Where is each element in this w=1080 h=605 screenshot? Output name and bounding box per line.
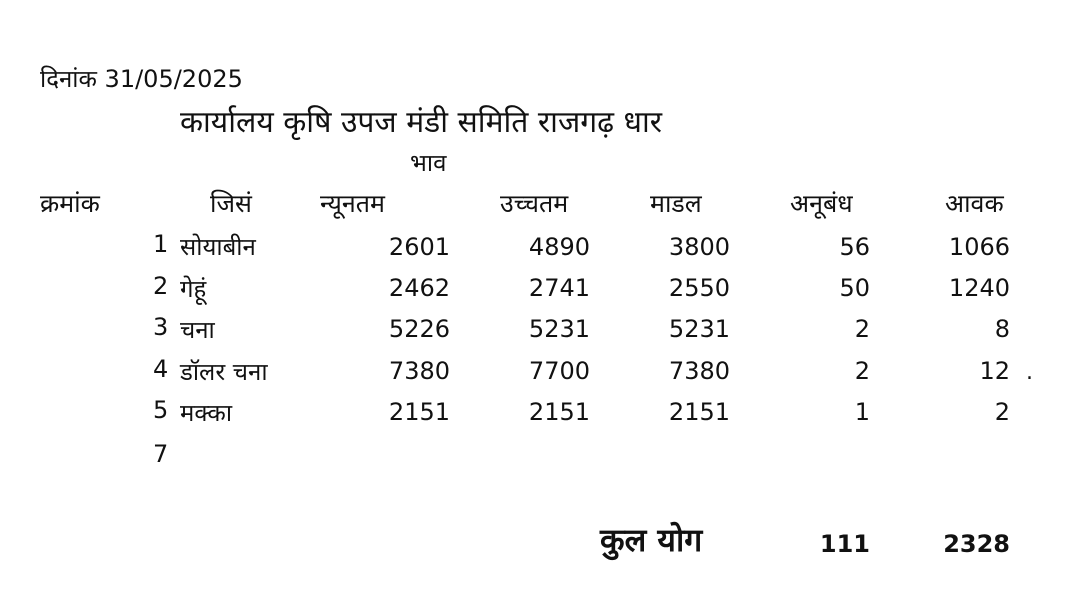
row-arrival: 1240 (948, 274, 1010, 302)
row-item: सोयाबीन (180, 233, 256, 261)
header-contract: अनूबंध (790, 189, 853, 218)
row-model: 5231 (668, 315, 730, 343)
row-serial: 1 (153, 230, 169, 258)
row-min: 7380 (388, 357, 450, 385)
extra-serial: 7 (153, 440, 169, 468)
row-arrival: 8 (994, 315, 1010, 343)
header-item: जिसं (210, 189, 252, 218)
row-item: डॉलर चना (180, 358, 268, 386)
row-serial: 4 (153, 355, 169, 383)
header-serial: क्रमांक (40, 189, 100, 218)
row-contract: 2 (854, 315, 870, 343)
row-arrival: 12 (979, 357, 1010, 385)
row-item: चना (180, 316, 215, 344)
row-arrival: 2 (994, 398, 1010, 426)
row-max: 4890 (528, 233, 590, 261)
header-min: न्यूनतम (320, 189, 385, 218)
row-min: 2151 (388, 398, 450, 426)
row-model: 2550 (668, 274, 730, 302)
total-arrival: 2328 (943, 530, 1010, 558)
total-contract: 111 (819, 530, 870, 558)
row-max: 2741 (528, 274, 590, 302)
row-model: 3800 (668, 233, 730, 261)
date-line: दिनांक 31/05/2025 (40, 65, 243, 93)
row-max: 2151 (528, 398, 590, 426)
row-min: 2462 (388, 274, 450, 302)
stray-mark: . (1026, 360, 1033, 385)
row-serial: 2 (153, 272, 169, 300)
row-max: 5231 (528, 315, 590, 343)
office-title: कार्यालय कृषि उपज मंडी समिति राजगढ़ धार (180, 105, 663, 140)
row-max: 7700 (528, 357, 590, 385)
total-label: कुल योग (600, 521, 703, 559)
header-max: उच्चतम (500, 189, 569, 218)
row-contract: 1 (854, 398, 870, 426)
row-serial: 5 (153, 396, 169, 424)
row-min: 5226 (388, 315, 450, 343)
rate-subtitle: भाव (410, 149, 447, 177)
row-contract: 2 (854, 357, 870, 385)
row-model: 2151 (668, 398, 730, 426)
row-arrival: 1066 (948, 233, 1010, 261)
row-item: गेहूं (180, 275, 207, 303)
header-model: माडल (650, 189, 702, 218)
row-contract: 50 (839, 274, 870, 302)
row-contract: 56 (839, 233, 870, 261)
row-min: 2601 (388, 233, 450, 261)
header-arrival: आवक (945, 189, 1004, 218)
row-serial: 3 (153, 313, 169, 341)
row-item: मक्का (180, 399, 233, 427)
row-model: 7380 (668, 357, 730, 385)
